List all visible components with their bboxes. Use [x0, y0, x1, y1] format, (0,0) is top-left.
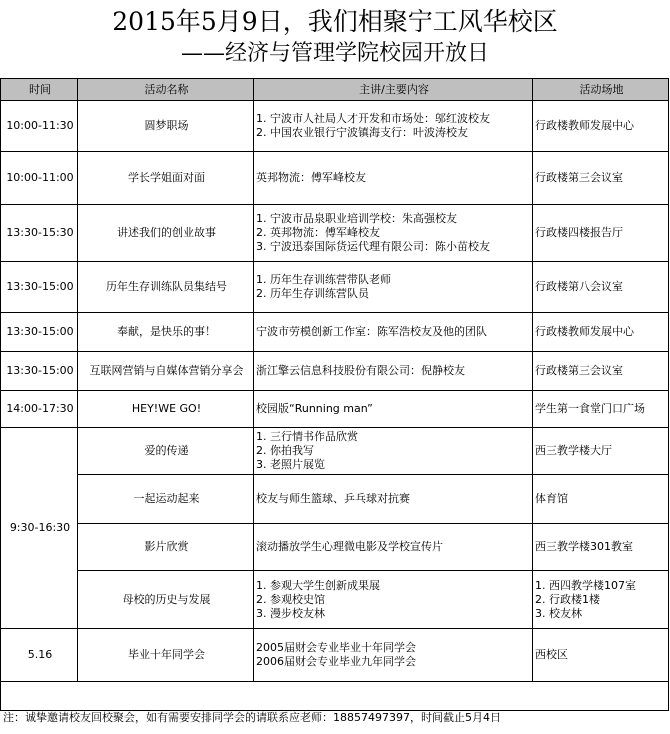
header-content: 主讲/主要内容: [254, 79, 533, 101]
footer-note: 注：诚挚邀请校友回校聚会，如有需要安排同学会的请联系应老师：18857497397，时间截止5月4日: [3, 711, 501, 724]
content-cell: [254, 629, 533, 682]
content-line: 1. 三行情书作品欣赏: [256, 430, 358, 443]
content-cell: [254, 571, 533, 629]
content-line: 1. 参观大学生创新成果展: [256, 578, 380, 592]
content-cell: [254, 428, 533, 475]
content-line: 2. 中国农业银行宁波镇海支行：叶波涛校友: [256, 126, 468, 139]
content-cell: 校园版“Running man”: [254, 391, 533, 428]
venue-cell: [533, 571, 669, 629]
table-row: [1, 428, 669, 475]
activity-cell: 互联网营销与自媒体营销分享会: [78, 352, 254, 391]
header-venue: 活动场地: [533, 79, 669, 101]
time-cell: 13:30-15:00: [1, 313, 78, 352]
venue-cell: 西三教学楼301教室: [533, 524, 669, 571]
time-cell: 10:00-11:30: [1, 101, 78, 152]
content-line: 1. 宁波市人社局人才开发和市场处：邬红波校友: [256, 112, 490, 125]
venue-cell: 西校区: [533, 629, 669, 682]
content-line: 1. 历年生存训练营带队老师: [256, 273, 391, 286]
venue-cell: 行政楼教师发展中心: [533, 313, 669, 352]
venue-line: 3. 校友林: [535, 606, 582, 620]
time-cell: 14:00-17:30: [1, 391, 78, 428]
venue-cell: 行政楼第三会议室: [533, 152, 669, 205]
table-row: [1, 101, 669, 152]
content-line: 3. 宁波迅泰国际货运代理有限公司：陈小苗校友: [256, 240, 490, 253]
content-line: 3. 老照片展览: [256, 458, 325, 471]
activity-cell: 讲述我们的创业故事: [78, 205, 254, 262]
table-row: [1, 205, 669, 262]
table-row: [1, 352, 669, 391]
time-cell: 5.16: [1, 629, 78, 682]
content-line: 2. 历年生存训练营队员: [256, 287, 369, 300]
activity-cell: 圆梦职场: [78, 101, 254, 152]
header-activity: 活动名称: [78, 79, 254, 101]
header-time: 时间: [1, 79, 78, 101]
page-subtitle: ——经济与管理学院校园开放日: [180, 41, 489, 66]
content-line: 2. 你拍我写: [256, 444, 314, 457]
table-header-row: [1, 79, 669, 101]
content-line: 1. 宁波市品泉职业培训学校：朱高强校友: [256, 212, 457, 225]
content-line: 3. 漫步校友林: [256, 606, 325, 620]
venue-cell: 学生第一食堂门口广场: [533, 391, 669, 428]
venue-cell: 行政楼四楼报告厅: [533, 205, 669, 262]
venue-cell: 体育馆: [533, 475, 669, 524]
venue-cell: 行政楼第三会议室: [533, 352, 669, 391]
time-cell: 10:00-11:00: [1, 152, 78, 205]
time-cell: 13:30-15:30: [1, 205, 78, 262]
time-cell: 13:30-15:00: [1, 262, 78, 313]
schedule-table: [0, 78, 669, 711]
table-empty-row: [1, 682, 669, 711]
table-row: [1, 475, 669, 524]
activity-cell: 影片欣赏: [78, 524, 254, 571]
content-cell: [254, 205, 533, 262]
table-row: [1, 629, 669, 682]
activity-cell: 奉献，是快乐的事！: [78, 313, 254, 352]
activity-cell: 母校的历史与发展: [78, 571, 254, 629]
content-line: 2006届财会专业毕业九年同学会: [256, 655, 416, 668]
content-cell: 滚动播放学生心理微电影及学校宣传片: [254, 524, 533, 571]
content-cell: 浙江擎云信息科技股份有限公司：倪静校友: [254, 352, 533, 391]
venue-line: 2. 行政楼1楼: [535, 592, 600, 606]
content-line: 2005届财会专业毕业十年同学会: [256, 641, 416, 654]
venue-cell: 行政楼教师发展中心: [533, 101, 669, 152]
activity-cell: 一起运动起来: [78, 475, 254, 524]
activity-cell: 历年生存训练队员集结号: [78, 262, 254, 313]
activity-cell: HEY!WE GO!: [78, 391, 254, 428]
content-line: 2. 参观校史馆: [256, 592, 325, 606]
time-cell: 13:30-15:00: [1, 352, 78, 391]
activity-cell: 毕业十年同学会: [78, 629, 254, 682]
content-cell: 校友与师生篮球、乒乓球对抗赛: [254, 475, 533, 524]
venue-cell: 西三教学楼大厅: [533, 428, 669, 475]
content-cell: 宁波市劳模创新工作室：陈军浩校友及他的团队: [254, 313, 533, 352]
table-row: [1, 262, 669, 313]
table-row: [1, 571, 669, 629]
page-title: 2015年5月9日，我们相聚宁工风华校区: [112, 7, 558, 36]
activity-cell: 爱的传递: [78, 428, 254, 475]
venue-cell: 行政楼第八会议室: [533, 262, 669, 313]
time-cell-group: 9:30-16:30: [1, 428, 78, 629]
content-cell: [254, 262, 533, 313]
table-row: [1, 391, 669, 428]
content-line: 2. 英邦物流：傅军峰校友: [256, 226, 380, 239]
empty-cell: [1, 682, 669, 711]
activity-cell: 学长学姐面对面: [78, 152, 254, 205]
venue-line: 1. 西四教学楼107室: [535, 578, 636, 592]
content-cell: [254, 101, 533, 152]
table-row: [1, 524, 669, 571]
table-row: [1, 313, 669, 352]
table-row: [1, 152, 669, 205]
content-cell: 英邦物流：傅军峰校友: [254, 152, 533, 205]
